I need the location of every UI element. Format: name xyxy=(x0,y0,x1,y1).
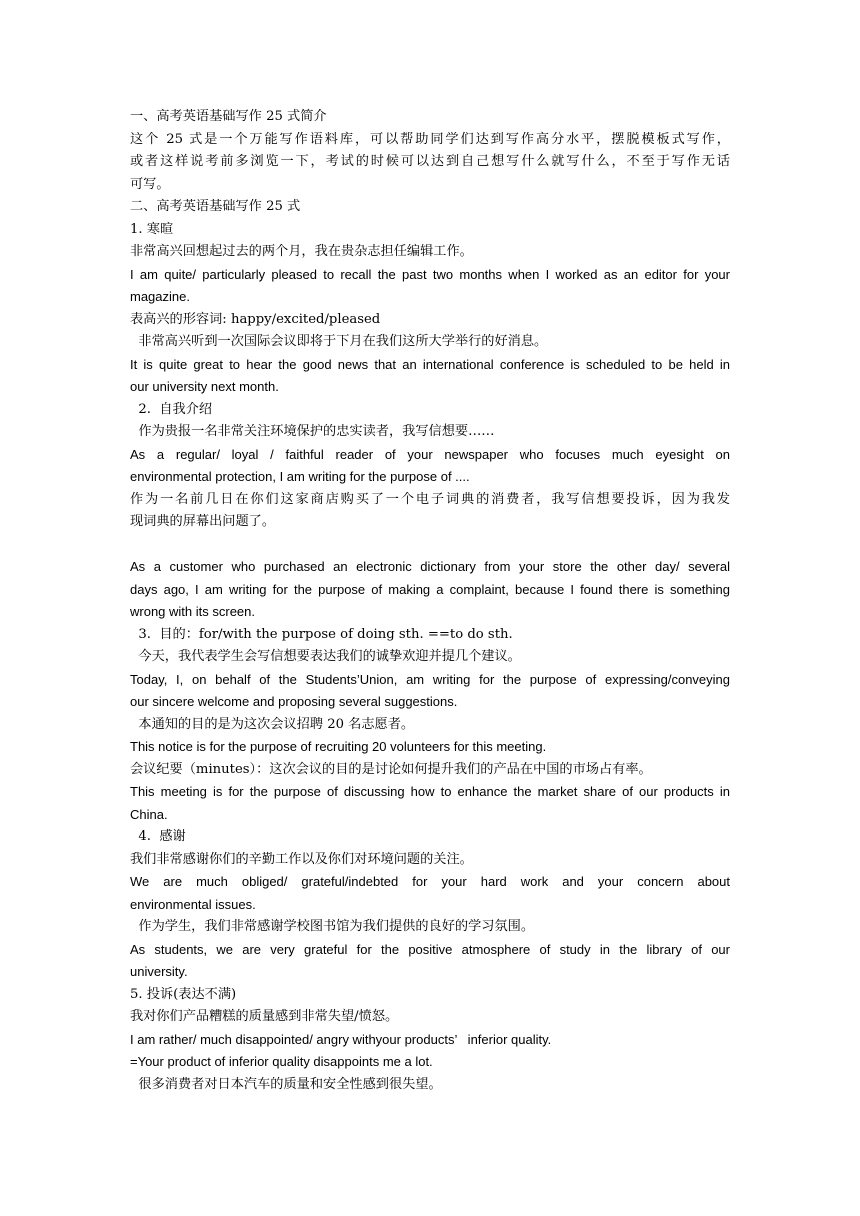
english-sentence: This notice is for the purpose of recruiting 20 volunteers for this meeting. xyxy=(130,739,547,754)
english-sentence: =Your product of inferior quality disappoints me a lot. xyxy=(130,1054,433,1069)
item-heading: 5. 投诉(表达不满) xyxy=(130,986,237,1002)
chinese-sentence: 现词典的屏幕出问题了。 xyxy=(130,514,276,529)
item-heading: 2. 自我介绍 xyxy=(130,401,213,417)
english-sentence: our university next month. xyxy=(130,379,279,394)
english-sentence: We are much obliged/ grateful/indebted for your hard work and your concern about xyxy=(130,874,730,889)
chinese-sentence: 作为学生，我们非常感谢学校图书馆为我们提供的良好的学习氛围。 xyxy=(130,919,535,934)
english-sentence: I am quite/ particularly pleased to recall the past two months when I worked as an editor for your xyxy=(130,266,730,282)
english-sentence: magazine. xyxy=(130,289,190,304)
chinese-sentence: 很多消费者对日本汽车的质量和安全性感到很失望。 xyxy=(130,1076,442,1092)
english-sentence: It is quite great to hear the good news that an international conference is scheduled to be held in xyxy=(130,356,730,372)
chinese-sentence: 本通知的目的是为这次会议招聘 20 名志愿者。 xyxy=(130,716,415,732)
english-sentence: As a customer who purchased an electronic dictionary from your store the other day/ several xyxy=(130,559,730,574)
english-sentence: wrong with its screen. xyxy=(130,604,255,619)
chinese-sentence: 我们非常感谢你们的辛勤工作以及你们对环境问题的关注。 xyxy=(130,851,473,867)
section-heading: 一、高考英语基础写作 25 式简介 xyxy=(130,109,327,124)
chinese-sentence: 今天，我代表学生会写信想要表达我们的诚挚欢迎并提几个建议。 xyxy=(130,649,521,664)
chinese-sentence: 作为贵报一名非常关注环境保护的忠实读者，我写信想要…… xyxy=(130,424,495,439)
blank-line xyxy=(130,534,730,557)
english-sentence: days ago, I am writing for the purpose of making a complaint, because I found there is something xyxy=(130,581,730,597)
note-line: 表高兴的形容词: happy/excited/pleased xyxy=(130,311,381,327)
english-sentence: Today, I, on behalf of the Students’Union, am writing for the purpose of expressing/conveying xyxy=(130,671,730,687)
item-heading: 1. 寒暄 xyxy=(130,221,174,237)
english-sentence: As a regular/ loyal / faithful reader of your newspaper who focuses much eyesight on xyxy=(130,446,730,462)
english-sentence: our sincere welcome and proposing several suggestions. xyxy=(130,694,458,709)
chinese-sentence: 非常高兴听到一次国际会议即将于下月在我们这所大学举行的好消息。 xyxy=(130,334,548,349)
english-sentence: As students, we are very grateful for the positive atmosphere of study in the library of our xyxy=(130,941,730,957)
paragraph-line: 这个 25 式是一个万能写作语料库，可以帮助同学们达到写作高分水平，摆脱模板式写作， xyxy=(130,131,730,147)
item-heading: 3. 目的：for/with the purpose of doing sth. ==to do sth. xyxy=(130,626,513,642)
chinese-sentence: 非常高兴回想起过去的两个月，我在贵杂志担任编辑工作。 xyxy=(130,244,473,259)
chinese-sentence: 我对你们产品糟糕的质量感到非常失望/愤怒。 xyxy=(130,1009,399,1024)
english-sentence: university. xyxy=(130,964,188,979)
english-sentence: This meeting is for the purpose of discussing how to enhance the market share of our products in xyxy=(130,784,730,799)
chinese-sentence: 会议纪要（minutes）：这次会议的目的是讨论如何提升我们的产品在中国的市场占有率。 xyxy=(130,761,652,777)
english-sentence: I am rather/ much disappointed/ angry withyour products’ inferior quality. xyxy=(130,1031,552,1047)
english-sentence: environmental protection, I am writing for the purpose of .... xyxy=(130,469,470,484)
paragraph-line: 可写。 xyxy=(130,176,170,192)
document-body xyxy=(130,106,730,1096)
english-sentence: China. xyxy=(130,806,168,822)
item-heading: 4. 感谢 xyxy=(130,829,186,844)
chinese-sentence: 作为一名前几日在你们这家商店购买了一个电子词典的消费者，我写信想要投诉，因为我发 xyxy=(130,491,730,507)
english-sentence: environmental issues. xyxy=(130,896,256,912)
section-heading: 二、高考英语基础写作 25 式 xyxy=(130,199,301,214)
paragraph-line: 或者这样说考前多浏览一下，考试的时候可以达到自己想写什么就写什么，不至于写作无话 xyxy=(130,154,730,169)
